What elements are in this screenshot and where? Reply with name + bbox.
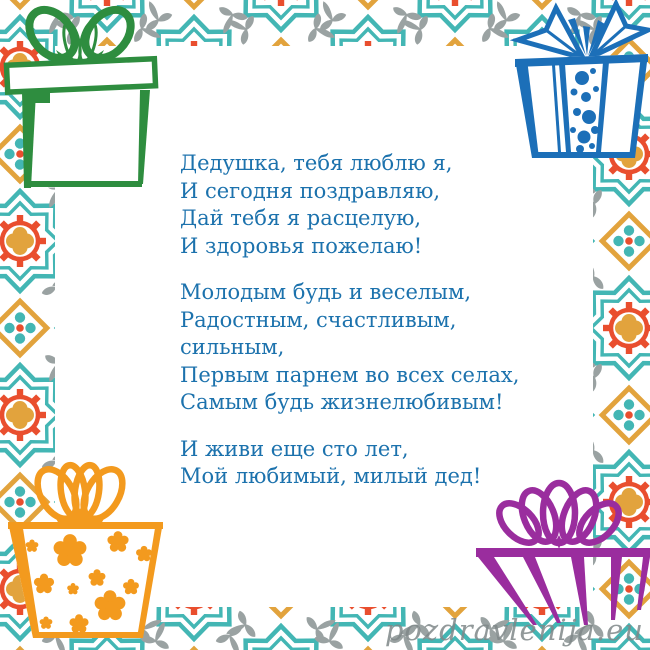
poem-text: [180, 150, 519, 510]
poem-line: сильным,: [180, 335, 285, 359]
poem-line: Самым будь жизнелюбивым!: [180, 390, 504, 414]
poem-line: Дедушка, тебя люблю я,: [180, 151, 453, 175]
poem-line: И живи еще сто лет,: [180, 436, 409, 461]
poem-stanza-2: [180, 279, 519, 417]
poem-line: Радостным, счастливым,: [180, 307, 457, 332]
poem-line: Дай тебя я расцелую,: [180, 206, 422, 230]
poem-stanza-3: [180, 436, 519, 491]
watermark-text: pozdravlenija.eu: [384, 613, 644, 647]
poem-line: Молодым будь и веселым,: [180, 280, 471, 304]
poem-line: Первым парнем во всех селах,: [180, 362, 520, 387]
poem-line: И сегодня поздравляю,: [180, 178, 441, 203]
green-gift-box-icon: [0, 0, 165, 200]
poem-line: И здоровья пожелаю!: [180, 233, 423, 258]
blue-gift-box-icon: [502, 0, 650, 168]
orange-gift-box-icon: [0, 458, 175, 650]
poem-line: Мой любимый, милый дед!: [180, 464, 482, 488]
poem-stanza-1: [180, 150, 519, 260]
